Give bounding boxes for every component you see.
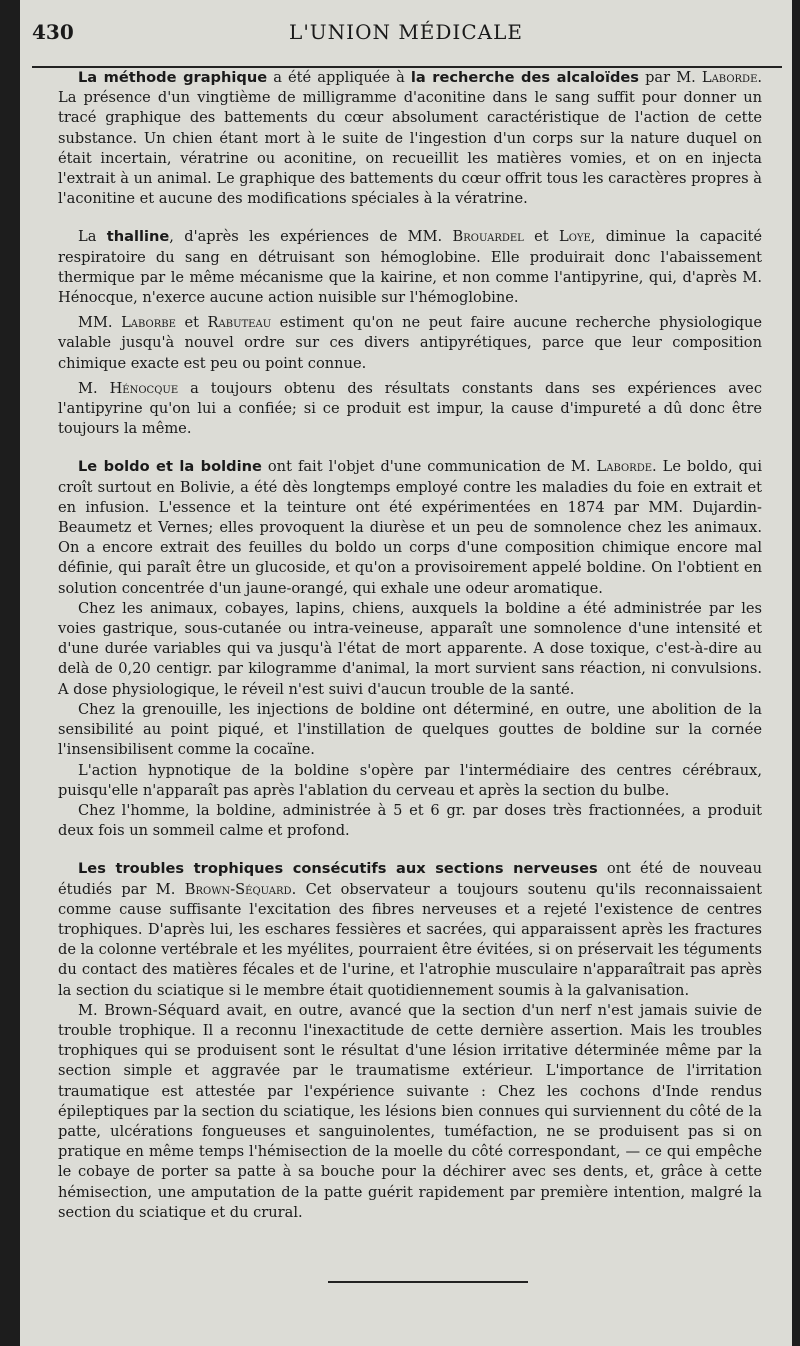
page-header [20,16,792,52]
text-run: La [78,228,107,246]
paragraph-boldine-animaux: Chez les animaux, cobayes, lapins, chiens, auxquels la boldine a été administrée par les voies gastrique, sous-cutanée ou intra-veineuse, apparaît une somnolence d'une intensité et d'une durée variables qui va jusqu'à l'état de mort apparente. A dose toxique, c'est-à-dire au delà de 0,20 centigr. par kilogramme d'animal, la mort survient sans réaction, ni convulsions. A dose physiologique, le réveil n'est suivi d'aucun trouble de la santé. [58,599,762,698]
author-name: Hénocque [109,379,179,397]
text-run: , diminue la capacité respiratoire du sang en détruisant son hémoglobine. Elle produirait donc l'abaissement thermique par le même mécanisme que la kairine, et non comme l'antipyrine, qui, d'après M. Hénocque, n'exerce aucune action nuisible sur l'hémoglobine. [58,228,763,307]
running-title: L'UNION MÉDICALE [289,20,523,44]
paragraph-troubles-trophiques [58,859,762,1000]
paragraph-henocque [58,379,762,440]
paragraph-boldine-grenouille: Chez la grenouille, les injections de boldine ont déterminé, en outre, une abolition de la sensibilité au point piqué, et l'instillation de quelques gouttes de boldine sur la cornée l'insensibilisent comme la cocaïne. [58,700,762,759]
paragraph-thalline [58,227,762,308]
text-run: . Cet observateur a toujours soutenu qu'ils reconnaissaient comme cause suffisante l'excitation des fibres nerveuses et a rejeté l'existence de centres trophiques. D'après lui, les eschares fessières et sacrées, qui apparaissent après les fractures de la colonne vertébrale et les myélites, pourraient être évitées, si on préservait les téguments du contact des matières fécales et de l'urine, et l'atrophie musculaire n'apparaîtrait pas après la section du sciatique si le membre était quotidiennement soumis à la galvanisation. [58,880,762,999]
author-name: Brown-Séquard [184,880,292,898]
text-run: , d'après les expériences de MM. [169,228,453,246]
paragraph-boldine-homme: Chez l'homme, la boldine, administrée à 5 et 6 gr. par doses très fractionnées, a produit deux fois un sommeil calme et profond. [58,801,762,840]
section-lead: Les troubles trophiques consécutifs aux sections nerveuses [78,860,598,878]
text-run: . La présence d'un vingtième de milligramme d'aconitine dans le sang suffit pour donner un tracé graphique des battements du cœur absolument caractéristique de l'action de cette substance. Un chien étant mort à le suite de l'ingestion d'un corps sur la nature duquel on était incertain, vératrine ou aconitine, on recueillit les matières vomies, et on en injecta l'extrait à un animal. Le graphique des battements du cœur offrit tous les caractères propres à l'aconitine et aucune des modifications spéciales à la vératrine. [58,69,763,208]
paragraph-methode-graphique [58,68,762,209]
author-name: Laborde [596,458,653,476]
paragraph-brown-sequard: M. Brown-Séquard avait, en outre, avancé que la section d'un nerf n'est jamais suivie de trouble trophique. Il a reconnu l'inexactitude de cette dernière assertion. Mais les troubles trophiques qui se produisent sont le résultat d'une lésion irritative déterminée même par la section simple et aggravée par le traumatisme extérieur. L'importance de l'irritation traumatique est attestée par l'expérience suivante : Chez les cochons d'Inde rendus épileptiques par la section du sciatique, les lésions bien connues qui surviennent du côté de la patte, ulcérations fongueuses et sanguinolentes, tuméfaction, ne se produisent pas si on pratique en même temps l'hémisection de la moelle du côté correspondant, — ce qui empêche le cobaye de porter sa patte à sa bouche pour la déchirer avec ses dents, et, grâce à cette hémisection, une amputation de la patte guérit rapidement par première intention, malgré la section du sciatique et du crural. [58,1001,762,1221]
bold-term: la recherche des alcaloïdes [410,69,639,86]
text-run: ont fait l'objet d'une communication de M. [261,458,597,476]
text-run: ont été de nouveau étudiés par M. [58,860,762,898]
text-run: M. [78,379,110,397]
text-run: par M. [638,69,702,86]
paragraph-laborde-rabuteau [58,313,762,374]
page-number: 430 [32,20,74,44]
closing-rule [328,1281,528,1283]
paragraph-boldo [58,457,762,598]
bold-term: thalline [106,228,170,246]
text-run: a été appliquée à [267,69,411,86]
journal-page [20,0,792,1346]
author-name: Laborde [701,69,758,86]
text-run: MM. [78,314,122,332]
author-name: Rabuteau [207,314,272,332]
text-run: et [175,314,208,332]
author-name: Loye [559,228,591,246]
section-lead: La méthode graphique [78,69,268,86]
text-run: . Le boldo, qui croît surtout en Bolivie, a été dès longtemps employé contre les maladies du foie en extrait et en infusion. L'essence et la teinture ont été expérimentées en 1874 par MM. Dujardin-Beaumetz et Vernes; elles provoquent la diurèse et un peu de somnolence chez les animaux. On a encore extrait des feuilles du boldo un corps d'une composition chimique encore mal définie, qui paraît être un glucoside, et qu'on a provisoirement appelé boldine. On l'obtient en solution concentrée d'un jaune-orangé, qui exhale une odeur aromatique. [58,458,762,597]
article-body [58,68,762,1223]
author-name: Laborbe [121,314,176,332]
paragraph-boldine-hypnotique: L'action hypnotique de la boldine s'opère par l'intermédiaire des centres cérébraux, puisqu'elle n'apparaît pas après l'ablation du cerveau et après la section du bulbe. [58,761,762,799]
text-run: a toujours obtenu des résultats constants dans ses expériences avec l'antipyrine qu'on lui a confiée; si ce produit est impur, la cause d'impureté a dû donc être toujours la même. [58,379,762,438]
author-name: Brouardel [452,228,524,246]
section-lead: Le boldo et la boldine [78,458,262,476]
text-run: et [523,228,559,246]
text-run: estiment qu'on ne peut faire aucune recherche physiologique valable jusqu'à nouvel ordre sur ces divers antipyrétiques, parce que leur composition chimique exacte est peu ou point connue. [58,314,762,372]
